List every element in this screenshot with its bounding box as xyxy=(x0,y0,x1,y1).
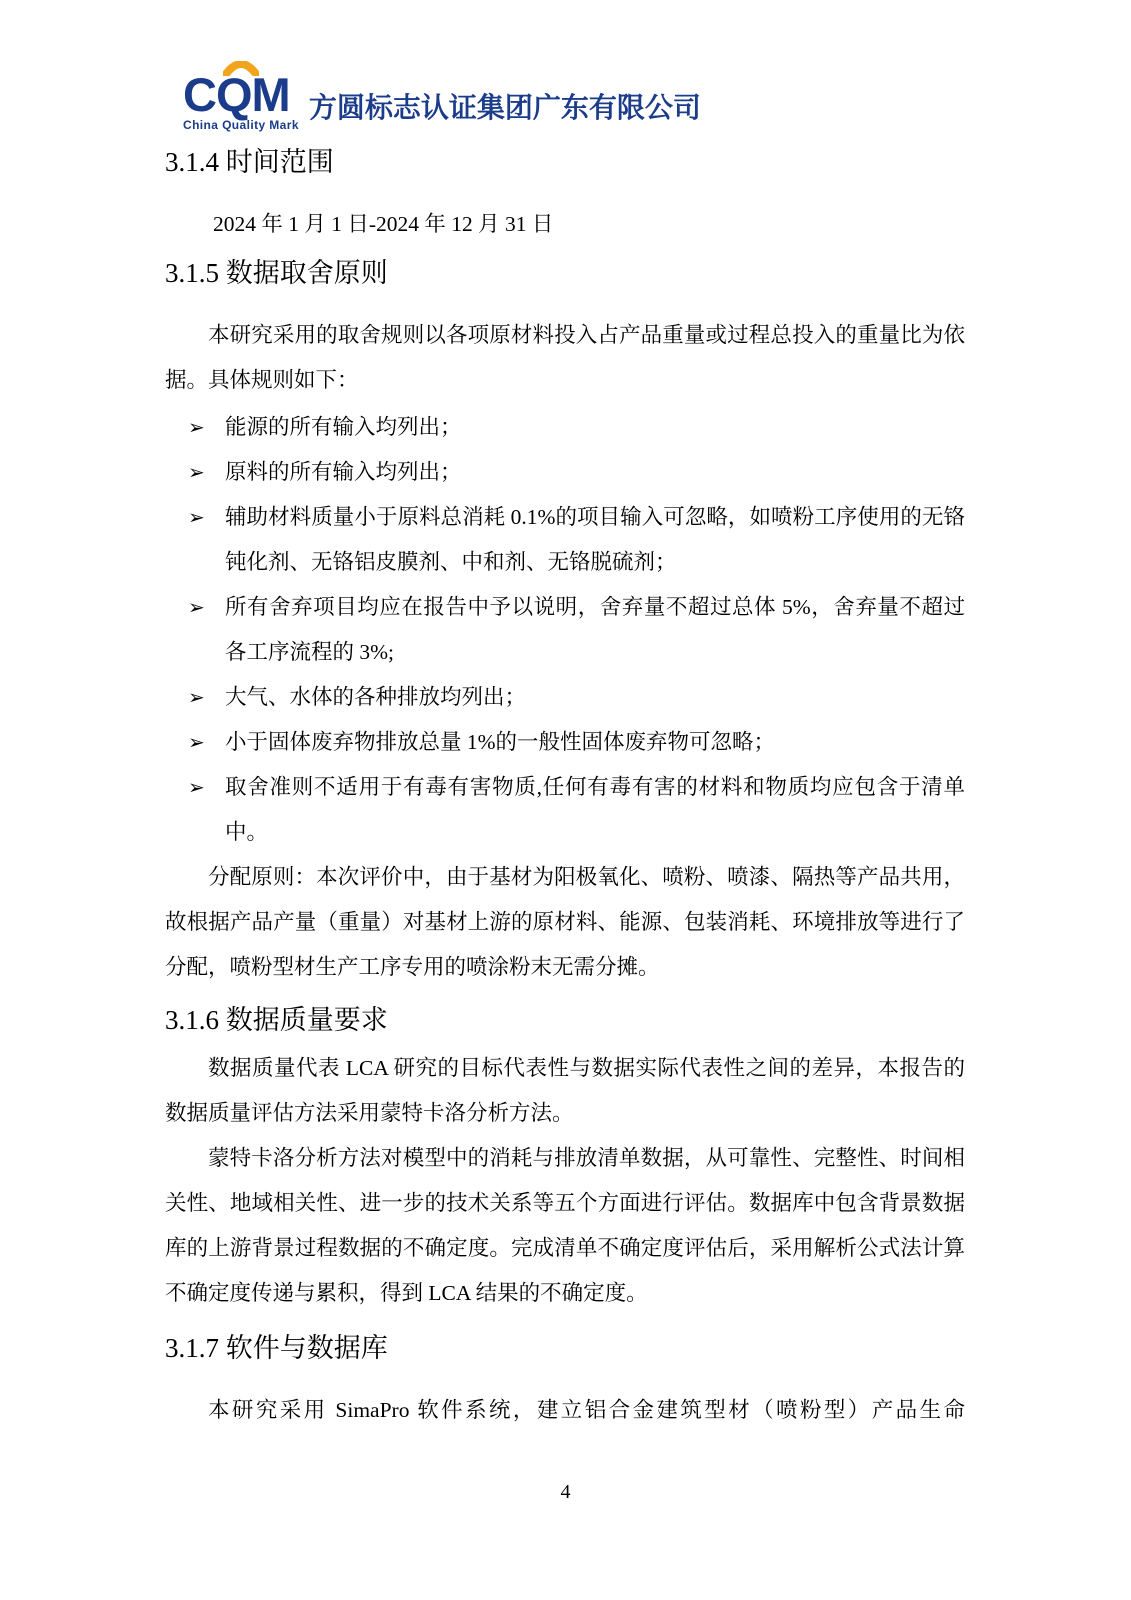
data-quality-paragraph-2: 蒙特卡洛分析方法对模型中的消耗与排放清单数据，从可靠性、完整性、时间相关性、地域相关性、进一步的技术关系等五个方面进行评估。数据库中包含背景数据库的上游背景过程数据的不确定度。完成清单不确定度评估后，采用解析公式法计算不确定度传递与累积，得到 LCA 结果的不确定度。 xyxy=(165,1146,965,1305)
list-item-text: 能源的所有输入均列出； xyxy=(225,415,462,439)
list-item xyxy=(165,720,965,765)
bullet-arrow-icon: ➢ xyxy=(188,732,205,754)
company-logo xyxy=(183,62,965,136)
company-name: 方圆标志认证集团广东有限公司 xyxy=(308,92,701,123)
bullet-arrow-icon: ➢ xyxy=(188,597,205,619)
cqm-logo-mark xyxy=(183,62,299,132)
bullet-arrow-icon: ➢ xyxy=(188,417,205,439)
data-quality-paragraph-1: 数据质量代表 LCA 研究的目标代表性与数据实际代表性之间的差异，本报告的数据质量评估方法采用蒙特卡洛分析方法。 xyxy=(165,1056,965,1125)
logo-tagline: China Quality Mark xyxy=(183,118,299,132)
time-range-paragraph: 2024 年 1 月 1 日-2024 年 12 月 31 日 xyxy=(213,212,554,236)
list-item-text: 大气、水体的各种排放均列出； xyxy=(225,685,527,709)
list-item-text: 原料的所有输入均列出； xyxy=(225,460,462,484)
list-item-text: 辅助材料质量小于原料总消耗 0.1%的项目输入可忽略，如喷粉工序使用的无铬钝化剂、无铬铝皮膜剂、中和剂、无铬脱硫剂； xyxy=(225,505,965,574)
section-heading-3-1-7: 3.1.7 软件与数据库 xyxy=(165,1333,388,1363)
software-database-paragraph: 本研究采用 SimaPro 软件系统，建立铝合金建筑型材（喷粉型）产品生命 xyxy=(208,1398,965,1422)
cutoff-rule-list xyxy=(165,405,965,855)
allocation-principle-paragraph: 分配原则：本次评价中，由于基材为阳极氧化、喷粉、喷漆、隔热等产品共用，故根据产品产量（重量）对基材上游的原材料、能源、包装消耗、环境排放等进行了分配，喷粉型材生产工序专用的喷涂粉末无需分摊。 xyxy=(165,865,965,979)
list-item xyxy=(165,450,965,495)
bullet-arrow-icon: ➢ xyxy=(188,777,205,799)
bullet-arrow-icon: ➢ xyxy=(188,462,205,484)
list-item xyxy=(165,405,965,450)
cutoff-intro-paragraph: 本研究采用的取舍规则以各项原材料投入占产品重量或过程总投入的重量比为依据。具体规则如下： xyxy=(165,323,965,392)
list-item xyxy=(165,585,965,675)
bullet-arrow-icon: ➢ xyxy=(188,507,205,529)
list-item xyxy=(165,765,965,855)
list-item xyxy=(165,675,965,720)
list-item-text: 所有舍弃项目均应在报告中予以说明，舍弃量不超过总体 5%，舍弃量不超过各工序流程的 3%; xyxy=(225,595,965,664)
list-item-text: 小于固体废弃物排放总量 1%的一般性固体废弃物可忽略； xyxy=(225,730,776,754)
list-item-text: 取舍准则不适用于有毒有害物质,任何有毒有害的材料和物质均应包含于清单中。 xyxy=(225,775,965,844)
section-heading-3-1-5: 3.1.5 数据取舍原则 xyxy=(165,258,388,288)
cqm-acronym: CQM xyxy=(183,68,290,121)
list-item xyxy=(165,495,965,585)
section-heading-3-1-4: 3.1.4 时间范围 xyxy=(165,147,334,177)
cqm-arc-icon xyxy=(223,61,259,81)
page-number: 4 xyxy=(560,1481,571,1503)
section-heading-3-1-6: 3.1.6 数据质量要求 xyxy=(165,1005,388,1035)
bullet-arrow-icon: ➢ xyxy=(188,687,205,709)
